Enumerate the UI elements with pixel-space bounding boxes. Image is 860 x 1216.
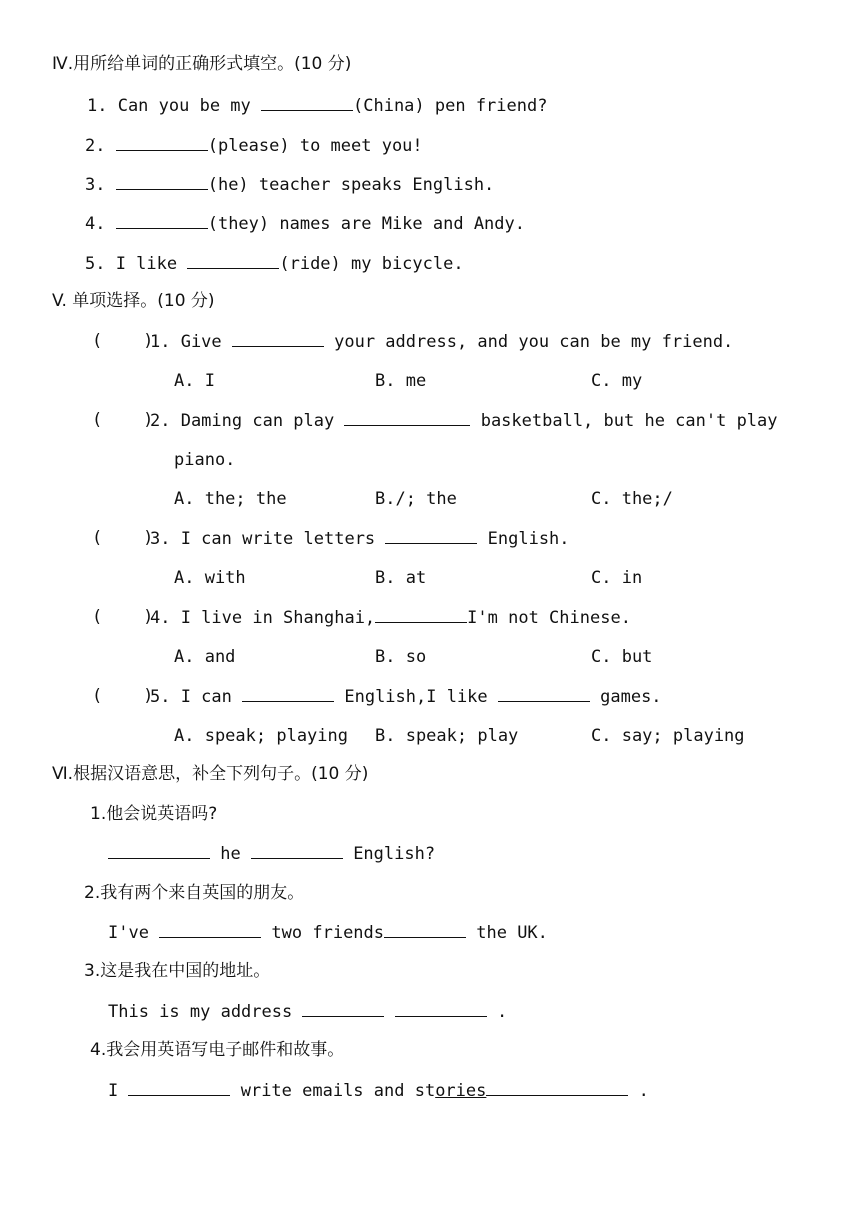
s4-item-1-text-end: (China) pen friend? [353,96,548,116]
s4-item-4-text: (they) names are Mike and Andy. [207,214,525,234]
s4-item-5 [85,252,464,275]
q5-text-mid: English,I like [334,687,498,707]
q4-text-end: I'm not Chinese. [467,608,631,628]
q5-answer-paren[interactable]: ( ) [92,686,154,706]
s6-item-3-english [108,1000,507,1023]
s6-item-3-chinese: 3.这是我在中国的地址。 [84,961,271,981]
answer-blank[interactable] [108,842,210,859]
q4-option-c[interactable]: C. but [591,647,653,667]
q5-text-end: games. [589,687,662,707]
q5-text: 5. I can [150,687,243,707]
answer-blank[interactable] [344,409,470,426]
s6-item-4-chinese: 4.我会用英语写电子邮件和故事。 [90,1040,345,1060]
q1-text-end: your address, and you can be my friend. [323,332,734,352]
s6-item-1-text: he [210,844,251,864]
q2-text-end: basketball, but he can't play [470,411,778,431]
s4-item-2 [85,134,423,157]
answer-blank[interactable] [116,173,208,190]
q3-answer-paren[interactable]: ( ) [92,528,154,548]
q4-answer-paren[interactable]: ( ) [92,607,154,627]
q4-option-a[interactable]: A. and [174,647,236,667]
q4-option-b[interactable]: B. so [375,647,427,667]
q2-answer-paren[interactable]: ( ) [92,410,154,430]
q1-option-c[interactable]: C. my [591,371,643,391]
s6-item-2-chinese: 2.我有两个来自英国的朋友。 [84,883,305,903]
answer-blank[interactable] [187,252,279,269]
q3-option-c[interactable]: C. in [591,568,643,588]
answer-blank[interactable] [251,842,343,859]
answer-blank[interactable] [159,921,261,938]
q3-text: 3. I can write letters [150,529,386,549]
s6-item-1-chinese: 1.他会说英语吗? [90,804,218,824]
s4-item-1-text: 1. Can you be my [87,96,261,116]
q3-text-end: English. [477,529,570,549]
s4-item-5-text-end: (ride) my bicycle. [279,254,464,274]
s6-item-3-text: This is my address [108,1002,303,1022]
answer-blank[interactable] [128,1079,230,1096]
section-6-heading: Ⅵ.根据汉语意思，补全下列句子。(10 分) [52,764,369,784]
q3-option-b[interactable]: B. at [375,568,427,588]
answer-blank[interactable] [375,606,467,623]
s6-item-4-text-mid: write emails and st [230,1081,436,1101]
q2-option-c[interactable]: C. the;/ [591,489,673,509]
s4-item-1 [87,94,547,117]
s6-item-2-text: I've [108,923,160,943]
q2-text: 2. Daming can play [150,411,345,431]
answer-blank[interactable] [116,134,208,151]
q3-stem [150,527,570,550]
s6-item-4-underlined-text: ories [435,1081,487,1101]
answer-blank[interactable] [384,921,466,938]
answer-blank[interactable] [242,685,334,702]
answer-blank[interactable] [498,685,590,702]
q5-stem [150,685,662,708]
q1-option-a[interactable]: A. I [174,371,215,391]
section-5-heading: V. 单项选择。(10 分) [52,291,215,311]
answer-blank[interactable] [395,1000,487,1017]
s4-item-4-num: 4. [85,214,116,234]
s4-item-2-text: (please) to meet you! [207,136,423,156]
s4-item-3-num: 3. [85,175,116,195]
s4-item-3 [85,173,494,196]
s4-item-4 [85,212,525,235]
s4-item-3-text: (he) teacher speaks English. [207,175,495,195]
q2-option-a[interactable]: A. the; the [174,489,287,509]
answer-blank[interactable] [486,1079,628,1096]
q5-option-c[interactable]: C. say; playing [591,726,745,746]
s6-item-4-english [108,1079,649,1102]
q1-option-b[interactable]: B. me [375,371,427,391]
q3-option-a[interactable]: A. with [174,568,246,588]
q5-option-b[interactable]: B. speak; play [375,726,519,746]
q2-stem [150,409,778,432]
q4-stem [150,606,631,629]
q2-stem-continued: piano. [174,450,236,470]
s6-item-2-text-end: the UK. [466,923,548,943]
q1-answer-paren[interactable]: ( ) [92,331,154,351]
answer-blank[interactable] [232,330,324,347]
answer-blank[interactable] [261,94,353,111]
s6-item-3-text-end: . [486,1002,508,1022]
q1-stem [150,330,733,353]
s6-item-4-text-end: . [628,1081,649,1101]
s6-item-2-text-mid: two friends [261,923,385,943]
s4-item-5-text: 5. I like [85,254,188,274]
answer-blank[interactable] [385,527,477,544]
answer-blank[interactable] [302,1000,384,1017]
q5-option-a[interactable]: A. speak; playing [174,726,348,746]
q4-text: 4. I live in Shanghai, [150,608,376,628]
s6-item-4-text: I [108,1081,129,1101]
s4-item-2-num: 2. [85,136,116,156]
s6-item-1-english [108,842,435,865]
s6-item-1-text-end: English? [342,844,436,864]
s6-item-2-english [108,921,548,944]
q2-option-b[interactable]: B./; the [375,489,457,509]
answer-blank[interactable] [116,212,208,229]
section-4-heading: Ⅳ.用所给单词的正确形式填空。(10 分) [52,54,352,74]
q1-text: 1. Give [150,332,232,352]
